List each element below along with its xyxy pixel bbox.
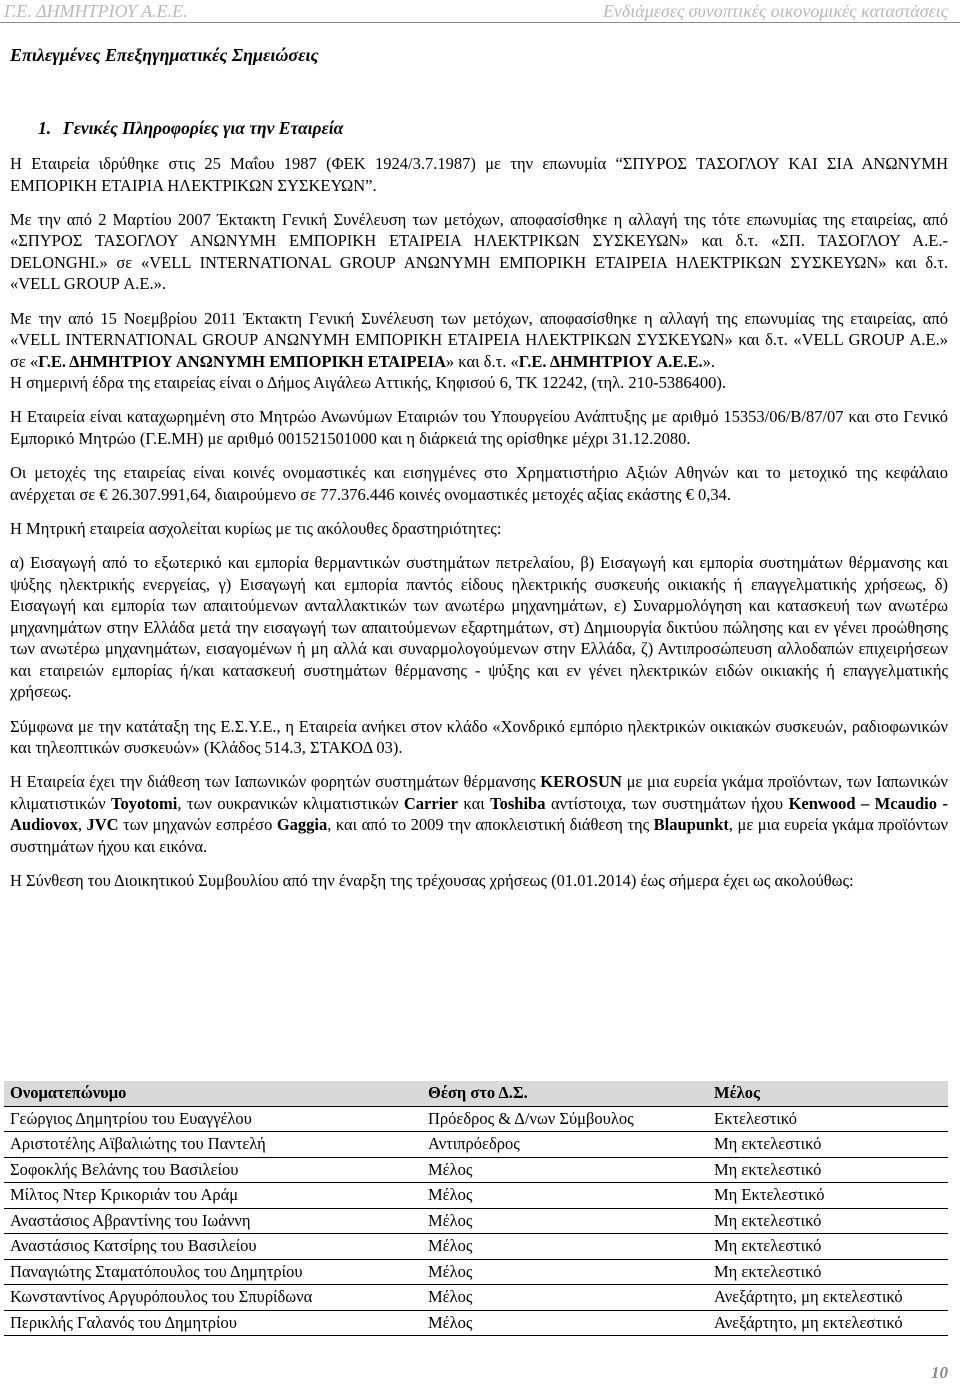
cell-member-type: Μη εκτελεστικό [708,1157,948,1183]
section-number: 1. [38,118,52,138]
table-row [4,1106,948,1132]
cell-position: Μέλος [422,1157,708,1183]
cell-member-type: Ανεξάρτητο, μη εκτελεστικό [708,1285,948,1311]
brand-toyotomi: Toyotomi [111,793,178,813]
paragraph-headquarters: Η σημερινή έδρα της εταιρείας είναι ο Δήμος Αιγάλεω Αττικής, Κηφισού 6, ΤΚ 12242, (τηλ. 210-5386400). [10,373,727,393]
paragraph-shares: Οι μετοχές της εταιρείας είναι κοινές ονομαστικές και εισηγμένες στο Χρηματιστήριο Αξιών Αθηνών και το μετοχικό της κεφάλαιο ανέρχεται σε € 26.307.991,64, διαιρούμενο σε 77.376.446 κοινές ονομαστικές μετοχές αξίας εκάστης € 0,34. [10,463,948,504]
table-row [4,1285,948,1311]
cell-name: Γεώργιος Δημητρίου του Ευαγγέλου [4,1106,422,1132]
brand-gaggia: Gaggia [276,815,328,835]
table-row [4,1310,948,1336]
page-header [0,0,960,23]
cell-member-type: Μη Εκτελεστικό [708,1183,948,1209]
cell-position: Μέλος [422,1208,708,1234]
paragraph-activities-list: α) Εισαγωγή από το εξωτερικό και εμπορία θερμαντικών συστημάτων πετρελαίου, β) Εισαγωγή και εμπορία συστημάτων θέρμανσης και ψύξης ηλεκτρικής ενεργείας, γ) Εισαγωγή και εμπορία παντός είδους ηλεκτρικής συσκευής οικιακής ή επαγγελματικής χρήσεως, δ) Εισαγωγή και εμπορία των απαιτούμενων ανταλλακτικών των ανωτέρω μηχανημάτων, ε) Συναρμολόγηση και κατασκευή των ανωτέρω μηχανημάτων στην Ελλάδα μετά την εισαγωγή των απαιτούμενων εξαρτημάτων, στ) Δημιουργία δικτύου πώλησης και εν γένει προώθησης των ανωτέρω μηχανημάτων, εισαγομένων ή μη αλλά και συναρμολογούμενων στην Ελλάδα, ζ) Αντιπροσώπευση αλλοδαπών επιχειρήσεων και εταιρειών εμπορίας ή/και κατασκευή συστημάτων θέρμανσης - ψύξης και εν γένει ηλεκτρικών ειδών οικιακής ή επαγγελματικής χρήσεως. [10,553,948,702]
brand-carrier: Carrier [403,793,458,813]
table-row [4,1259,948,1285]
header-company: Γ.Ε. ΔΗΜΗΤΡΙΟΥ Α.Ε.Ε. [4,1,188,21]
table-row [4,1132,948,1158]
paragraph-name-change-2011 [10,308,948,373]
cell-position: Μέλος [422,1310,708,1336]
cell-position: Μέλος [422,1183,708,1209]
document-title: Επιλεγμένες Επεξηγηματικές Σημειώσεις [10,45,319,65]
p3-new-dt: Γ.Ε. ΔΗΜΗΤΡΙΟΥ Α.Ε.Ε. [518,351,703,371]
paragraph-sector: Σύμφωνα με την κατάταξη της Ε.Σ.Υ.Ε., η Εταιρεία ανήκει στον κλάδο «Χονδρικό εμπόριο ηλεκτρικών οικιακών συσκευών, ραδιοφωνικών και τηλεοπτικών συσκευών» (Κλάδος 514.3, ΣΤΑΚΟΔ 03). [10,716,948,758]
brand-kenwood-mcaudio-audiovox: Kenwood – Mcaudio - Audiovox [10,793,948,835]
p10-text-8: , και από το 2009 την αποκλειστική διάθεση της [327,815,654,835]
p3-text-a: Με την από 15 Νοεμβρίου 2011 Έκτακτη Γενική Συνέλευση των μετόχων, αποφασίσθηκε η αλλαγή της επωνυμίας της εταιρείας, από «VELL INTERNATIONAL GROUP ΑΝΩΝΥΜΗ ΕΜΠΟΡΙΚΗ ΕΤΑΙΡΕΙΑ ΗΛΕΚΤΡΙΚΩΝ ΣΥΣΚΕΥΩΝ» και δ.τ. «VELL GROUP Α.Ε.» σε « [10,308,948,371]
table-row [4,1157,948,1183]
cell-member-type: Μη εκτελεστικό [708,1234,948,1260]
cell-name: Περικλής Γαλανός του Δημητρίου [4,1310,422,1336]
brand-kerosun: KEROSUN [540,772,622,792]
brand-toshiba: Toshiba [490,793,546,813]
cell-member-type: Ανεξάρτητο, μη εκτελεστικό [708,1310,948,1336]
p10-text-9: , με μια ευρεία γκάμα προϊόντων συστημάτων ήχου και εικόνα. [10,815,949,856]
paragraph-founding: Η Εταιρεία ιδρύθηκε στις 25 Μαΐου 1987 (ΦΕΚ 1924/3.7.1987) με την επωνυμία “ΣΠΥΡΟΣ ΤΑΣΟΓΛΟΥ ΚΑΙ ΣΙΑ ΑΝΩΝΥΜΗ ΕΜΠΟΡΙΚΗ ΕΤΑΙΡΙΑ ΗΛΕΚΤΡΙΚΩΝ ΣΥΣΚΕΥΩΝ”. [10,154,948,195]
cell-position: Μέλος [422,1259,708,1285]
paragraph-board-intro: Η Σύνθεση του Διοικητικού Συμβουλίου από την έναρξη της τρέχουσας χρήσεως (01.01.2014) έως σήμερα έχει ως ακολούθως: [10,871,854,891]
document-body [10,153,948,892]
cell-name: Αριστοτέλης Αϊβαλιώτης του Παντελή [4,1132,422,1158]
paragraph-activities-intro: Η Μητρική εταιρεία ασχολείται κυρίως με τις ακόλουθες δραστηριότητες: [10,518,502,538]
cell-name: Αναστάσιος Αβραντίνης του Ιωάννη [4,1208,422,1234]
cell-name: Μίλτος Ντερ Κρικοριάν του Αράμ [4,1183,422,1209]
paragraph-brands [10,771,948,857]
cell-name: Παναγιώτης Σταματόπουλος του Δημητρίου [4,1259,422,1285]
brand-jvc: JVC [86,815,119,835]
p10-text-6: , [77,815,87,835]
p10-text-4: και [457,793,491,813]
paragraph-name-change-2007: Με την από 2 Μαρτίου 2007 Έκτακτη Γενική Συνέλευση των μετόχων, αποφασίσθηκε η αλλαγή της τότε επωνυμίας της εταιρείας, από «ΣΠΥΡΟΣ ΤΑΣΟΓΛΟΥ ΑΝΩΝΥΜΗ ΕΜΠΟΡΙΚΗ ΕΤΑΙΡΕΙΑ ΗΛΕΚΤΡΙΚΩΝ ΣΥΣΚΕΥΩΝ» και δ.τ. «ΣΠ. ΤΑΣΟΓΛΟΥ Α.Ε.- DELONGHI.» σε «VELL INTERNATIONAL GROUP ΑΝΩΝΥΜΗ ΕΜΠΟΡΙΚΗ ΕΤΑΙΡΕΙΑ ΗΛΕΚΤΡΙΚΩΝ ΣΥΣΚΕΥΩΝ» και δ.τ. «VELL GROUP Α.Ε.». [10,209,948,294]
section-label: Γενικές Πληροφορίες για την Εταιρεία [63,118,344,138]
header-report-title: Ενδιάμεσες συνοπτικές οικονομικές καταστάσεις [602,1,948,21]
table-row [4,1234,948,1260]
header-member-type: Μέλος [708,1081,948,1106]
paragraph-registration: Η Εταιρεία είναι καταχωρημένη στο Μητρώο Ανωνύμων Εταιριών του Υπουργείου Ανάπτυξης με αριθμό 15353/06/Β/87/07 και στο Γενικό Εμπορικό Μητρώο (Γ.Ε.ΜΗ) με αριθμό 001521501000 και η διάρκειά της ορίσθηκε μέχρι 31.12.2080. [10,407,948,448]
cell-position: Μέλος [422,1234,708,1260]
p3-new-name: Γ.Ε. ΔΗΜΗΤΡΙΟΥ ΑΝΩΝΥΜΗ ΕΜΠΟΡΙΚΗ ΕΤΑΙΡΕΙΑ [38,351,446,371]
cell-name: Κωνσταντίνος Αργυρόπουλος του Σπυρίδωνα [4,1285,422,1311]
cell-position: Μέλος [422,1285,708,1311]
cell-position: Πρόεδρος & Δ/νων Σύμβουλος [422,1106,708,1132]
header-name: Ονοματεπώνυμο [4,1081,422,1106]
cell-member-type: Μη εκτελεστικό [708,1259,948,1285]
header-position: Θέση στο Δ.Σ. [422,1081,708,1106]
table-header-row [4,1081,948,1106]
p3-text-c: » και δ.τ. « [445,351,519,371]
brand-blaupunkt: Blaupunkt [653,815,729,835]
table-row [4,1208,948,1234]
cell-name: Σοφοκλής Βελάνης του Βασιλείου [4,1157,422,1183]
p3-text-e: ». [702,351,715,371]
cell-name: Αναστάσιος Κατσίρης του Βασιλείου [4,1234,422,1260]
p10-text-7: των μηχανών εσπρέσο [118,815,277,835]
cell-position: Αντιπρόεδρος [422,1132,708,1158]
p10-text-3: , των ουκρανικών κλιματιστικών [177,793,404,813]
section-heading [38,118,343,139]
cell-member-type: Μη εκτελεστικό [708,1208,948,1234]
p10-text-2: με μια ευρεία γκάμα προϊόντων, των Ιαπωνικών κλιματιστικών [10,772,948,813]
p10-text-1: Η Εταιρεία έχει την διάθεση των Ιαπωνικών φορητών συστημάτων θέρμανσης [10,772,541,792]
board-of-directors-table [4,1081,948,1336]
p10-text-5: αντίστοιχα, των συστημάτων ήχου [545,793,789,813]
cell-member-type: Μη εκτελεστικό [708,1132,948,1158]
table-row [4,1183,948,1209]
cell-member-type: Εκτελεστικό [708,1106,948,1132]
page-number: 10 [931,1363,948,1382]
